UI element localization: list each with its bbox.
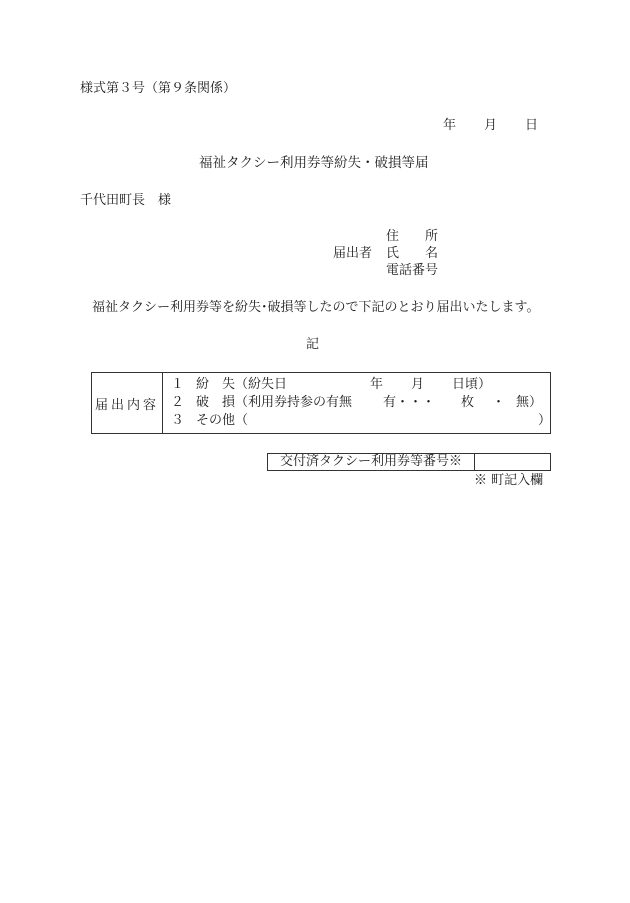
damaged-dot: ・ xyxy=(492,395,506,410)
form-id: 様式第３号（第９条関係） xyxy=(80,81,237,96)
row-number: ３ xyxy=(171,413,185,428)
applicant-address-label: 住 所 xyxy=(386,229,439,244)
statement: 福祉タクシー利用券等を紛失･破損等したので下記のとおり届出いたします。 xyxy=(92,300,540,315)
row-item: 破 損（利用券持参の有無 xyxy=(196,395,353,410)
office-use-note: ※ 町記入欄 xyxy=(474,473,544,488)
date-day: 日 xyxy=(525,118,539,133)
lost-month: 月 xyxy=(411,377,425,392)
lost-year: 年 xyxy=(370,377,384,392)
content-table-label: 届出内容 xyxy=(92,373,163,433)
lost-day: 日頃） xyxy=(452,377,492,392)
applicant-phone-label: 電話番号 xyxy=(386,263,439,278)
ticket-number-label: 交付済タクシー利用券等番号※ xyxy=(268,454,475,470)
damaged-sheets: 枚 xyxy=(461,395,475,410)
row-number: ２ xyxy=(171,395,185,410)
applicant-role-label: 届出者 xyxy=(333,246,373,261)
date-month: 月 xyxy=(484,118,498,133)
ticket-number-field[interactable] xyxy=(475,454,550,470)
content-table xyxy=(91,372,551,434)
other-close: ） xyxy=(538,413,552,428)
content-row-other xyxy=(171,412,552,429)
row-item: 紛 失（紛失日 xyxy=(196,377,288,392)
damaged-yes: 有・・・ xyxy=(383,395,436,410)
content-row-damaged xyxy=(171,394,544,411)
addressee: 千代田町長 様 xyxy=(80,193,172,208)
row-number: １ xyxy=(171,377,185,392)
content-table-body xyxy=(163,373,550,433)
ki-heading: 記 xyxy=(306,337,320,352)
damaged-no: 無） xyxy=(516,395,543,410)
applicant-name-label: 氏 名 xyxy=(386,246,439,261)
row-item: その他（ xyxy=(196,413,249,428)
date-year: 年 xyxy=(443,118,457,133)
ticket-number-box xyxy=(267,453,551,471)
content-row-lost xyxy=(171,376,544,393)
form-title: 福祉タクシー利用券等紛失・破損等届 xyxy=(199,155,429,171)
